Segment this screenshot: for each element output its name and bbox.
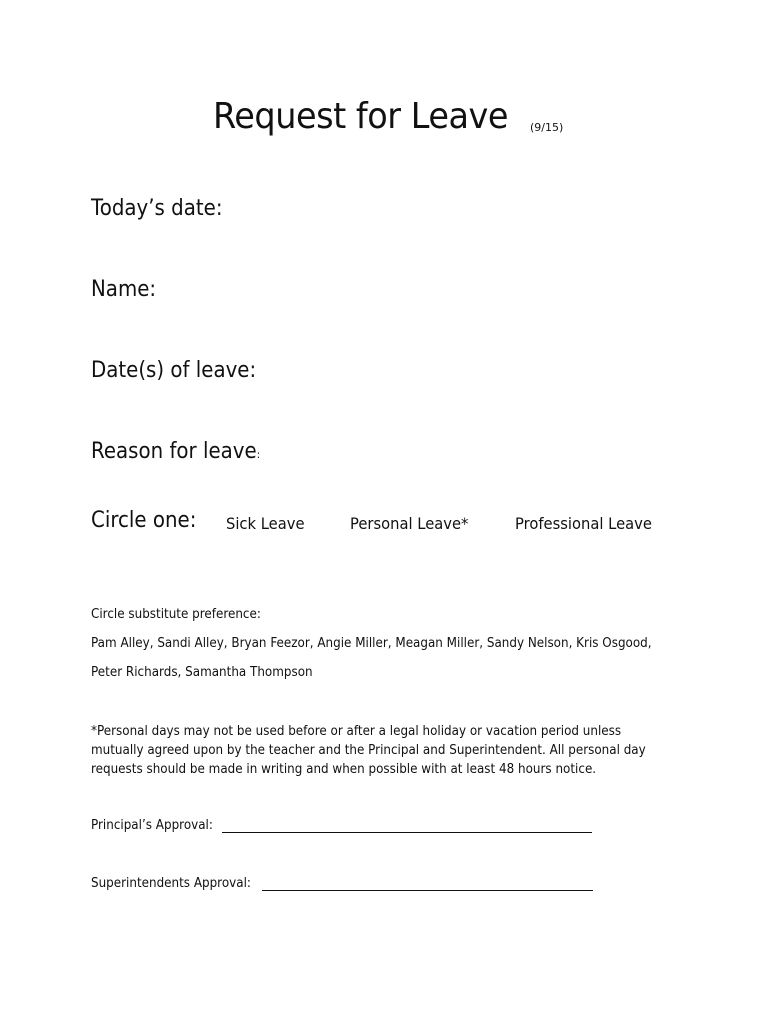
name-label: Name:	[91, 277, 157, 302]
personal-days-note	[91, 722, 652, 779]
note-line-2: mutually agreed upon by the teacher and the Principal and Superintendent. All personal day	[91, 743, 646, 758]
reason-colon: :	[256, 448, 261, 461]
superintendent-signature-line[interactable]	[262, 890, 593, 891]
todays-date-label: Today’s date:	[91, 196, 223, 221]
substitute-list-line-2: Peter Richards, Samantha Thompson	[91, 665, 313, 680]
note-line-1: *Personal days may not be used before or after a legal holiday or vacation period unless	[91, 724, 622, 739]
dates-of-leave-label: Date(s) of leave:	[91, 358, 257, 383]
reason-for-leave-text: Reason for leave	[91, 439, 257, 464]
option-professional-leave: Professional Leave	[515, 514, 652, 533]
substitute-preference-label: Circle substitute preference:	[91, 607, 261, 622]
note-line-3: requests should be made in writing and when possible with at least 48 hours notice.	[91, 762, 597, 777]
form-version: (9/15)	[530, 121, 564, 134]
principal-approval-label: Principal’s Approval:	[91, 818, 213, 833]
circle-one-label: Circle one:	[91, 508, 197, 533]
option-personal-leave: Personal Leave*	[350, 514, 469, 533]
principal-signature-line[interactable]	[222, 832, 592, 833]
superintendent-approval-label: Superintendents Approval:	[91, 876, 251, 891]
reason-for-leave-label	[91, 439, 260, 464]
option-sick-leave: Sick Leave	[226, 514, 305, 533]
substitute-list-line-1: Pam Alley, Sandi Alley, Bryan Feezor, Angie Miller, Meagan Miller, Sandy Nelson, Kris Osgood,	[91, 636, 652, 651]
page-title: Request for Leave	[213, 96, 509, 137]
